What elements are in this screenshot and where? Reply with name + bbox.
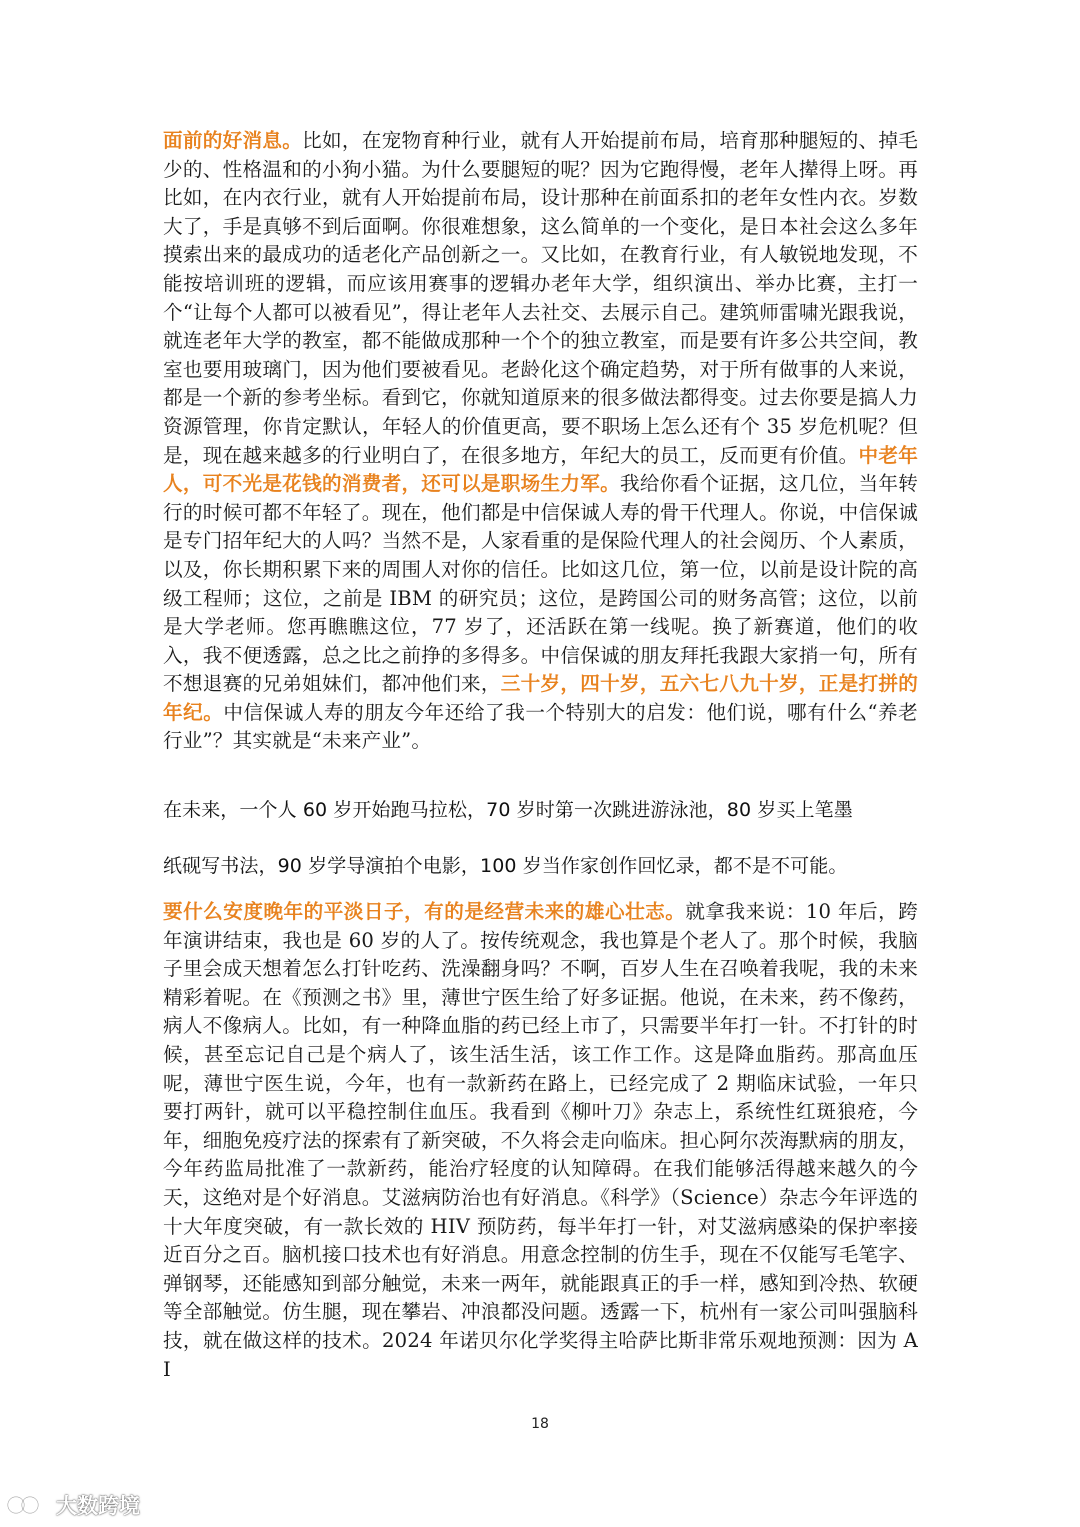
body-text: 比如，在宠物育种行业，就有人开始提前布局，培育那种腿短的、掉毛少的、性格温和的小狗小猫。为什么要腿短的呢？因为它跑得慢，老年人撵得上呀。再比如，在内衣行业，就有人开始提前布局，设计那种在前面系扣的老年女性内衣。岁数大了，手是真够不到后面啊。你很难想象，这么简单的一个变化，是日本社会这么多年摸索出来的最成功的适老化产品创新之一。又比如，在教育行业，有人敏锐地发现，不能按培训班的逻辑，而应该用赛事的逻辑办老年大学，组织演出、举办比赛，主打一个“让每个人都可以被看见”，得让老年人去社交、去展示自己。建筑师雷啸光跟我说，就连老年大学的教室，都不能做成那种一个个的独立教室，而是要有许多公共空间，教室也要用玻璃门，因为他们要被看见。老龄化这个确定趋势，对于所有做事的人来说，都是一个新的参考坐标。看到它，你就知道原来的很多做法都得变。过去你要是搞人力资源管理，你肯定默认，年轻人的价值更高，要不职场上怎么还有个 35 岁危机呢？但是，现在越来越多的行业明白了，在很多地方，年纪大的员工，反而更有价值。 (163, 129, 918, 467)
emphasis-line-2: 纸砚写书法，90 岁学导演拍个电影，100 岁当作家创作回忆录，都不是不可能。 (163, 855, 848, 877)
paragraph-2 (163, 898, 918, 1384)
highlight-text: 三十岁，四十岁，五六七八九十岁，正是打拼的年纪。 (163, 672, 918, 724)
document-page (163, 127, 919, 1381)
page-number: 18 (531, 1416, 549, 1432)
body-text: 就拿我来说：10 年后，跨年演讲结束，我也是 60 岁的人了。按传统观念，我也算是个老人了。那个时候，我脑子里会成天想着怎么打针吃药、洗澡翻身吗？不啊，百岁人生在召唤着我呢，我的未来精彩着呢。在《预测之书》里，薄世宁医生给了好多证据。他说，在未来，药不像药，病人不像病人。比如，有一种降血脂的药已经上市了，只需要半年打一针。不打针的时候，甚至忘记自己是个病人了，该生活生活，该工作工作。这是降血脂药。那高血压呢，薄世宁医生说，今年，也有一款新药在路上，已经完成了 2 期临床试验，一年只要打两针，就可以平稳控制住血压。我看到《柳叶刀》杂志上，系统性红斑狼疮，今年，细胞免疫疗法的探索有了新突破，不久将会走向临床。担心阿尔茨海默病的朋友，今年药监局批准了一款新药，能治疗轻度的认知障碍。在我们能够活得越来越久的今天，这绝对是个好消息。艾滋病防治也有好消息。《科学》（Science）杂志今年评选的十大年度突破，有一款长效的 HIV 预防药，每半年打一针，对艾滋病感染的保护率接近百分之百。脑机接口技术也有好消息。用意念控制的仿生手，现在不仅能写毛笔字、弹钢琴，还能感知到部分触觉，未来一两年，就能跟真正的手一样，感知到冷热、软硬等全部触觉。仿生腿，现在攀岩、冲浪都没问题。透露一下，杭州有一家公司叫强脑科技，就在做这样的技术。2024 年诺贝尔化学奖得主哈萨比斯非常乐观地预测：因为 AI (163, 900, 919, 1381)
body-text: 我给你看个证据，这几位，当年转行的时候可都不年轻了。现在，他们都是中信保诚人寿的骨干代理人。你说，中信保诚是专门招年纪大的人吗？当然不是，人家看重的是保险代理人的社会阅历、个人素质，以及，你长期积累下来的周围人对你的信任。比如这几位，第一位，以前是设计院的高级工程师；这位，之前是 IBM 的研究员；这位，是跨国公司的财务高管；这位，以前是大学老师。您再瞧瞧这位，77 岁了，还活跃在第一线呢。换了新赛道，他们的收入，我不便透露，总之比之前挣的多得多。中信保诚的朋友拜托我跟大家捎一句，所有不想退赛的兄弟姐妹们，都冲他们来， (163, 472, 918, 696)
highlight-text: 要什么安度晚年的平淡日子，有的是经营未来的雄心壮志。 (163, 900, 686, 923)
watermark-text: 大数跨境 (56, 1494, 140, 1518)
highlight-text: 中老年人，可不光是花钱的消费者，还可以是职场生力军。 (163, 443, 919, 496)
watermark (6, 1490, 140, 1520)
paragraph-1 (163, 127, 918, 756)
body-text: 中信保诚人寿的朋友今年还给了我一个特别大的启发：他们说，哪有什么“养老行业”？其实就是“未来产业”。 (163, 700, 918, 753)
highlight-text: 面前的好消息。 (163, 129, 303, 152)
emphasis-line-1: 在未来，一个人 60 岁开始跑马拉松，70 岁时第一次跳进游泳池，80 岁买上笔墨 (163, 799, 853, 821)
watermark-logo-icon (6, 1493, 50, 1517)
